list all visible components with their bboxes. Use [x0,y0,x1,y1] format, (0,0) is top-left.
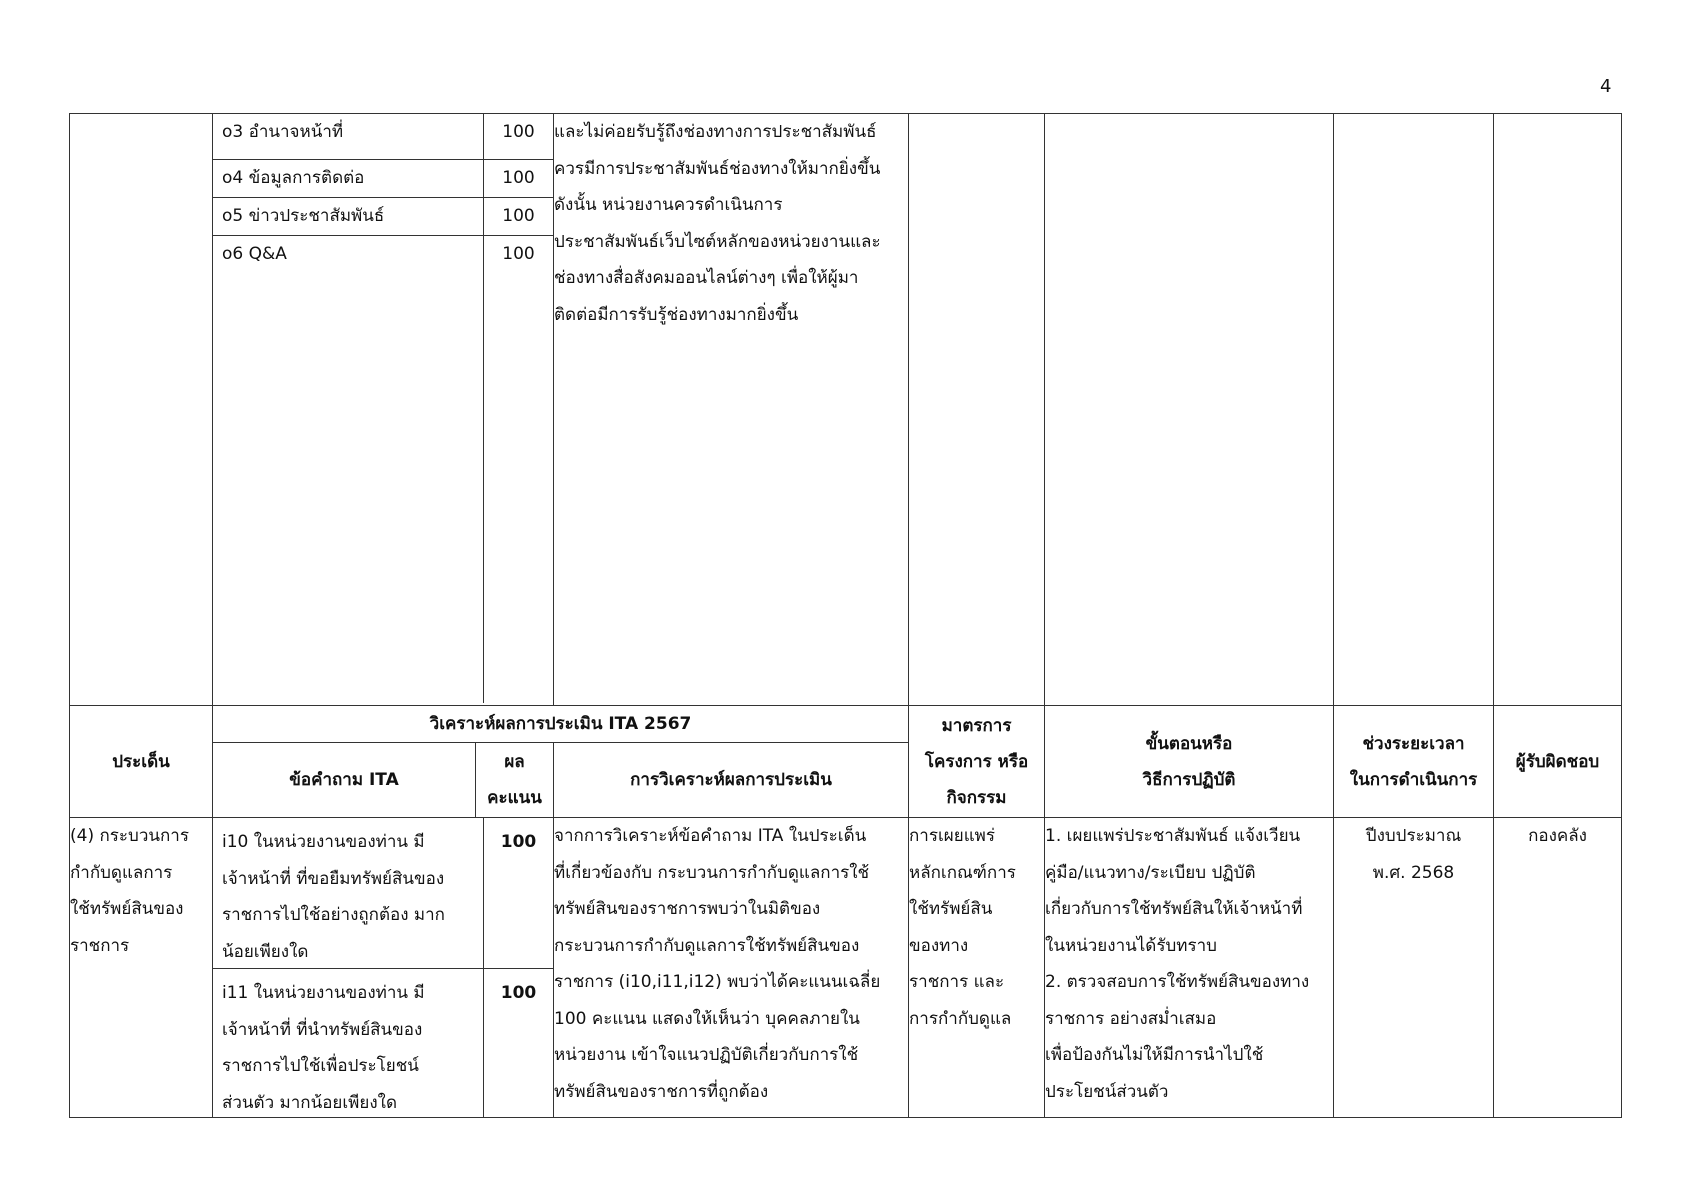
question-score-cell [213,818,554,1118]
header-issue: ประเด็น [70,706,213,818]
analysis-line: ควรมีการประชาสัมพันธ์ช่องทางให้มากยิ่งขึ้น [554,158,881,179]
question-text [213,969,484,1117]
steps-line: คู่มือ/แนวทาง/ระเบียบ ปฏิบัติ [1045,862,1256,883]
analysis-line: จากการวิเคราะห์ข้อคำถาม ITA ในประเด็น [554,826,867,846]
question-score: 100 [500,983,537,1003]
analysis-line: ดังนั้น หน่วยงานควรดำเนินการ [554,195,783,215]
question-row [213,969,553,1117]
analysis-line: ทรัพย์สินของราชการพบว่าในมิติของ [554,899,821,919]
issue-line: กำกับดูแลการ [70,862,173,883]
header-measure [909,706,1045,818]
steps-cell-empty [1045,114,1334,706]
continuation-row [70,114,1622,706]
question-row [213,160,553,198]
issue-line: ราชการ [70,935,130,956]
analysis-line: ราชการ (i10,i11,i12) พบว่าได้คะแนนเฉลี่ย [554,972,881,992]
header-measure-line: มาตรการ [941,715,1012,736]
steps-line: เพื่อป้องกันไม่ให้มีการนำไปใช้ [1045,1045,1264,1065]
question-score: 100 [502,122,535,142]
question-score: 100 [502,168,535,188]
header-steps [1045,706,1334,818]
page-number: 4 [1600,76,1612,97]
steps-line: ในหน่วยงานได้รับทราบ [1045,935,1217,956]
measure-cell-empty [909,114,1045,706]
issue-cell [70,818,213,1118]
analysis-cell [554,818,909,1118]
question-score-cell [213,114,554,706]
steps-line: 2. ตรวจสอบการใช้ทรัพย์สินของทาง [1045,972,1310,992]
question-text: o5 ข่าวประชาสัมพันธ์ [213,198,484,235]
header-period [1334,706,1494,818]
question-line: ราชการไปใช้เพื่อประโยชน์ [222,1056,419,1076]
header-question: ข้อคำถาม ITA [213,743,476,818]
header-measure-line: โครงการ หรือ [924,751,1029,772]
header-score-line: คะแนน [487,788,542,808]
question-line: i11 ในหน่วยงานของท่าน มี [222,983,425,1003]
question-row [213,114,553,160]
measure-line: ราชการ และ [909,972,1005,992]
header-responsible: ผู้รับผิดชอบ [1494,706,1622,818]
question-row [213,236,553,703]
header-analysis: การวิเคราะห์ผลการประเมิน [554,743,909,818]
question-score: 100 [502,206,535,226]
analysis-cell [554,114,909,706]
analysis-line: กระบวนการกำกับดูแลการใช้ทรัพย์สินของ [554,935,860,956]
issue-cell-empty [70,114,213,706]
question-line: ส่วนตัว มากน้อยเพียงใด [222,1092,397,1113]
header-row-top [70,706,1622,743]
measure-line: ของทาง [909,935,969,956]
measure-line: การเผยแพร่ [909,826,996,846]
period-cell-empty [1334,114,1494,706]
measure-line: หลักเกณฑ์การ [909,862,1016,883]
steps-line: ราชการ อย่างสม่ำเสมอ [1045,1008,1217,1029]
issue-line: ใช้ทรัพย์สินของ [70,899,184,919]
ita-analysis-table [69,113,1622,1118]
measure-line: การกำกับดูแล [909,1008,1012,1029]
question-text: o4 ข้อมูลการติดต่อ [213,160,484,197]
period-cell [1334,818,1494,1118]
question-line: เจ้าหน้าที่ ที่ขอยืมทรัพย์สินของ [222,868,445,889]
header-score-line: ผล [504,752,525,772]
question-row [213,818,553,969]
header-steps-line: ขั้นตอนหรือ [1145,733,1233,754]
analysis-line: และไม่ค่อยรับรู้ถึงช่องทางการประชาสัมพันธ์ [554,122,877,142]
steps-line: 1. เผยแพร่ประชาสัมพันธ์ แจ้งเวียน [1045,826,1301,846]
question-score: 100 [500,832,537,852]
header-period-line: ช่วงระยะเวลา [1362,733,1465,754]
header-score [476,743,554,818]
analysis-line: ประชาสัมพันธ์เว็บไซต์หลักของหน่วยงานและ [554,231,881,252]
question-text [213,818,484,968]
analysis-line: ช่องทางสื่อสังคมออนไลน์ต่างๆ เพื่อให้ผู้มา [554,268,859,288]
steps-line: ประโยชน์ส่วนตัว [1045,1081,1169,1102]
issue-line: (4) กระบวนการ [70,826,189,846]
period-line: พ.ศ. 2568 [1372,862,1455,883]
question-text: o3 อำนาจหน้าที่ [213,114,484,159]
question-score: 100 [502,244,535,264]
question-row [213,198,553,236]
analysis-line: 100 คะแนน แสดงให้เห็นว่า บุคคลภายใน [554,1008,860,1029]
question-line: ราชการไปใช้อย่างถูกต้อง มาก [222,905,445,925]
analysis-line: ที่เกี่ยวข้องกับ กระบวนการกำกับดูแลการใช้ [554,862,870,883]
analysis-line: หน่วยงาน เข้าใจแนวปฏิบัติเกี่ยวกับการใช้ [554,1045,859,1065]
measure-cell [909,818,1045,1118]
steps-cell [1045,818,1334,1118]
header-group: วิเคราะห์ผลการประเมิน ITA 2567 [213,706,909,743]
responsible-cell: กองคลัง [1494,818,1622,1118]
header-measure-line: กิจกรรม [946,787,1007,808]
header-period-line: ในการดำเนินการ [1349,769,1478,790]
issue-row-4 [70,818,1622,1118]
period-line: ปีงบประมาณ [1365,826,1462,846]
measure-line: ใช้ทรัพย์สิน [909,899,993,919]
steps-line: เกี่ยวกับการใช้ทรัพย์สินให้เจ้าหน้าที่ [1045,899,1303,919]
analysis-line: ทรัพย์สินของราชการที่ถูกต้อง [554,1081,769,1102]
responsible-cell-empty [1494,114,1622,706]
question-line: i10 ในหน่วยงานของท่าน มี [222,832,425,852]
header-steps-line: วิธีการปฏิบัติ [1142,769,1236,790]
question-line: น้อยเพียงใด [222,941,309,962]
question-text: o6 Q&A [213,236,484,703]
analysis-line: ติดต่อมีการรับรู้ช่องทางมากยิ่งขึ้น [554,304,799,325]
question-line: เจ้าหน้าที่ ที่นำทรัพย์สินของ [222,1019,423,1040]
